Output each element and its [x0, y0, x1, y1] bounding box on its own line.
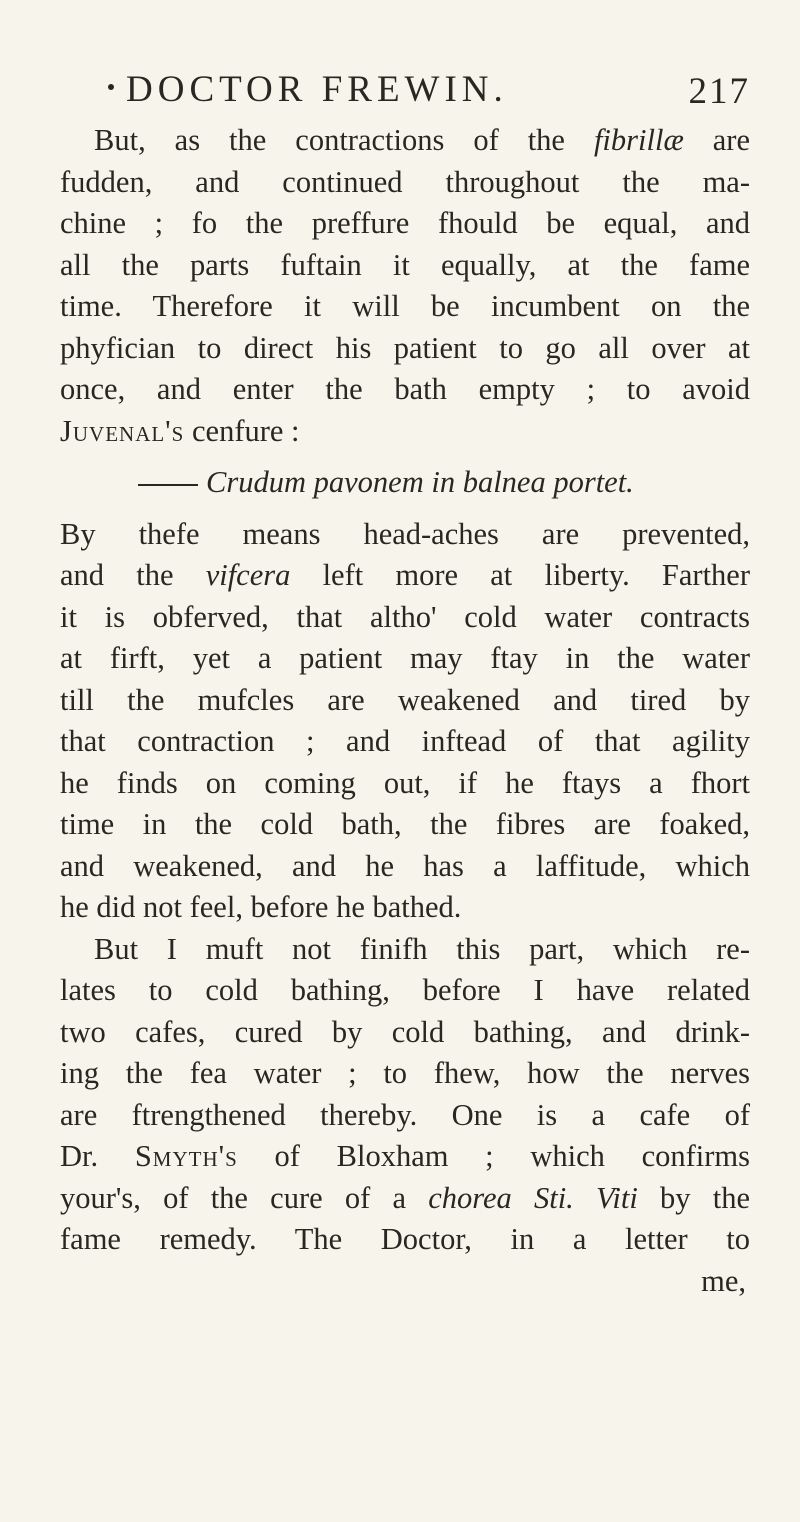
em-dash-rule [138, 484, 198, 486]
text-line: that contraction ; and inftead of that agility [60, 724, 750, 758]
text-line: fudden, and continued throughout the ma- [60, 164, 750, 199]
text-line: chine ; fo the preffure fhould be equal, and [60, 206, 750, 240]
page-number: 217 [688, 71, 750, 112]
latin-term: vifcera [205, 558, 291, 592]
text-line: it is obferved, that altho' cold water contracts [60, 599, 750, 634]
text-line: your's, of the cure of a chorea Sti. Viti by the [60, 1180, 750, 1215]
text-line: But I muft not finifh this part, which re- [94, 931, 750, 966]
text-line: and weakened, and he has a laffitude, which [60, 848, 750, 883]
latin-term: fibrillæ [593, 123, 684, 157]
text-line: fame remedy. The Doctor, in a letter to [60, 1222, 750, 1256]
text-line: time in the cold bath, the fibres are foaked, [60, 807, 750, 841]
text-line: are ftrengthened thereby. One is a cafe of [60, 1097, 750, 1132]
text-line: phyfician to direct his patient to go all over at [60, 330, 750, 365]
running-head [60, 68, 750, 120]
catchword: me, [701, 1263, 746, 1298]
text-line: till the mufcles are weakened and tired by [60, 682, 750, 717]
book-page [60, 68, 750, 1302]
text-line: By thefe means head-aches are prevented, [60, 516, 750, 551]
ornament-dot-icon [108, 84, 114, 90]
text-line: he finds on coming out, if he ftays a fhort [60, 765, 750, 800]
text-line: and the vifcera left more at liberty. Farther [60, 558, 750, 592]
person-name: Smyth's [134, 1139, 238, 1173]
latin-quotation: Crudum pavonem in balnea portet. [60, 462, 750, 504]
text-line: all the parts fuftain it equally, at the fame [60, 247, 750, 282]
text-line: lates to cold bathing, before I have related [60, 973, 750, 1007]
text-line: But, as the contractions of the fibrillæ are [94, 123, 751, 157]
text-line: Dr. Smyth's of Bloxham ; which confirms [60, 1139, 751, 1173]
text-line: ing the fea water ; to fhew, how the nerves [60, 1056, 750, 1090]
body-text [60, 120, 750, 1302]
author-name: Juvenal's [60, 413, 185, 448]
text-line: once, and enter the bath empty ; to avoid [60, 372, 750, 406]
text-line: Juvenal's cenfure : [60, 413, 300, 448]
running-title: DOCTOR FREWIN. [126, 69, 508, 110]
text-line: at firft, yet a patient may ftay in the water [60, 641, 750, 675]
latin-term: chorea Sti. Viti [428, 1180, 638, 1215]
text-line: time. Therefore it will be incumbent on the [60, 289, 750, 323]
text-line: two cafes, cured by cold bathing, and drink- [60, 1014, 750, 1049]
text-line: he did not feel, before he bathed. [60, 890, 462, 924]
